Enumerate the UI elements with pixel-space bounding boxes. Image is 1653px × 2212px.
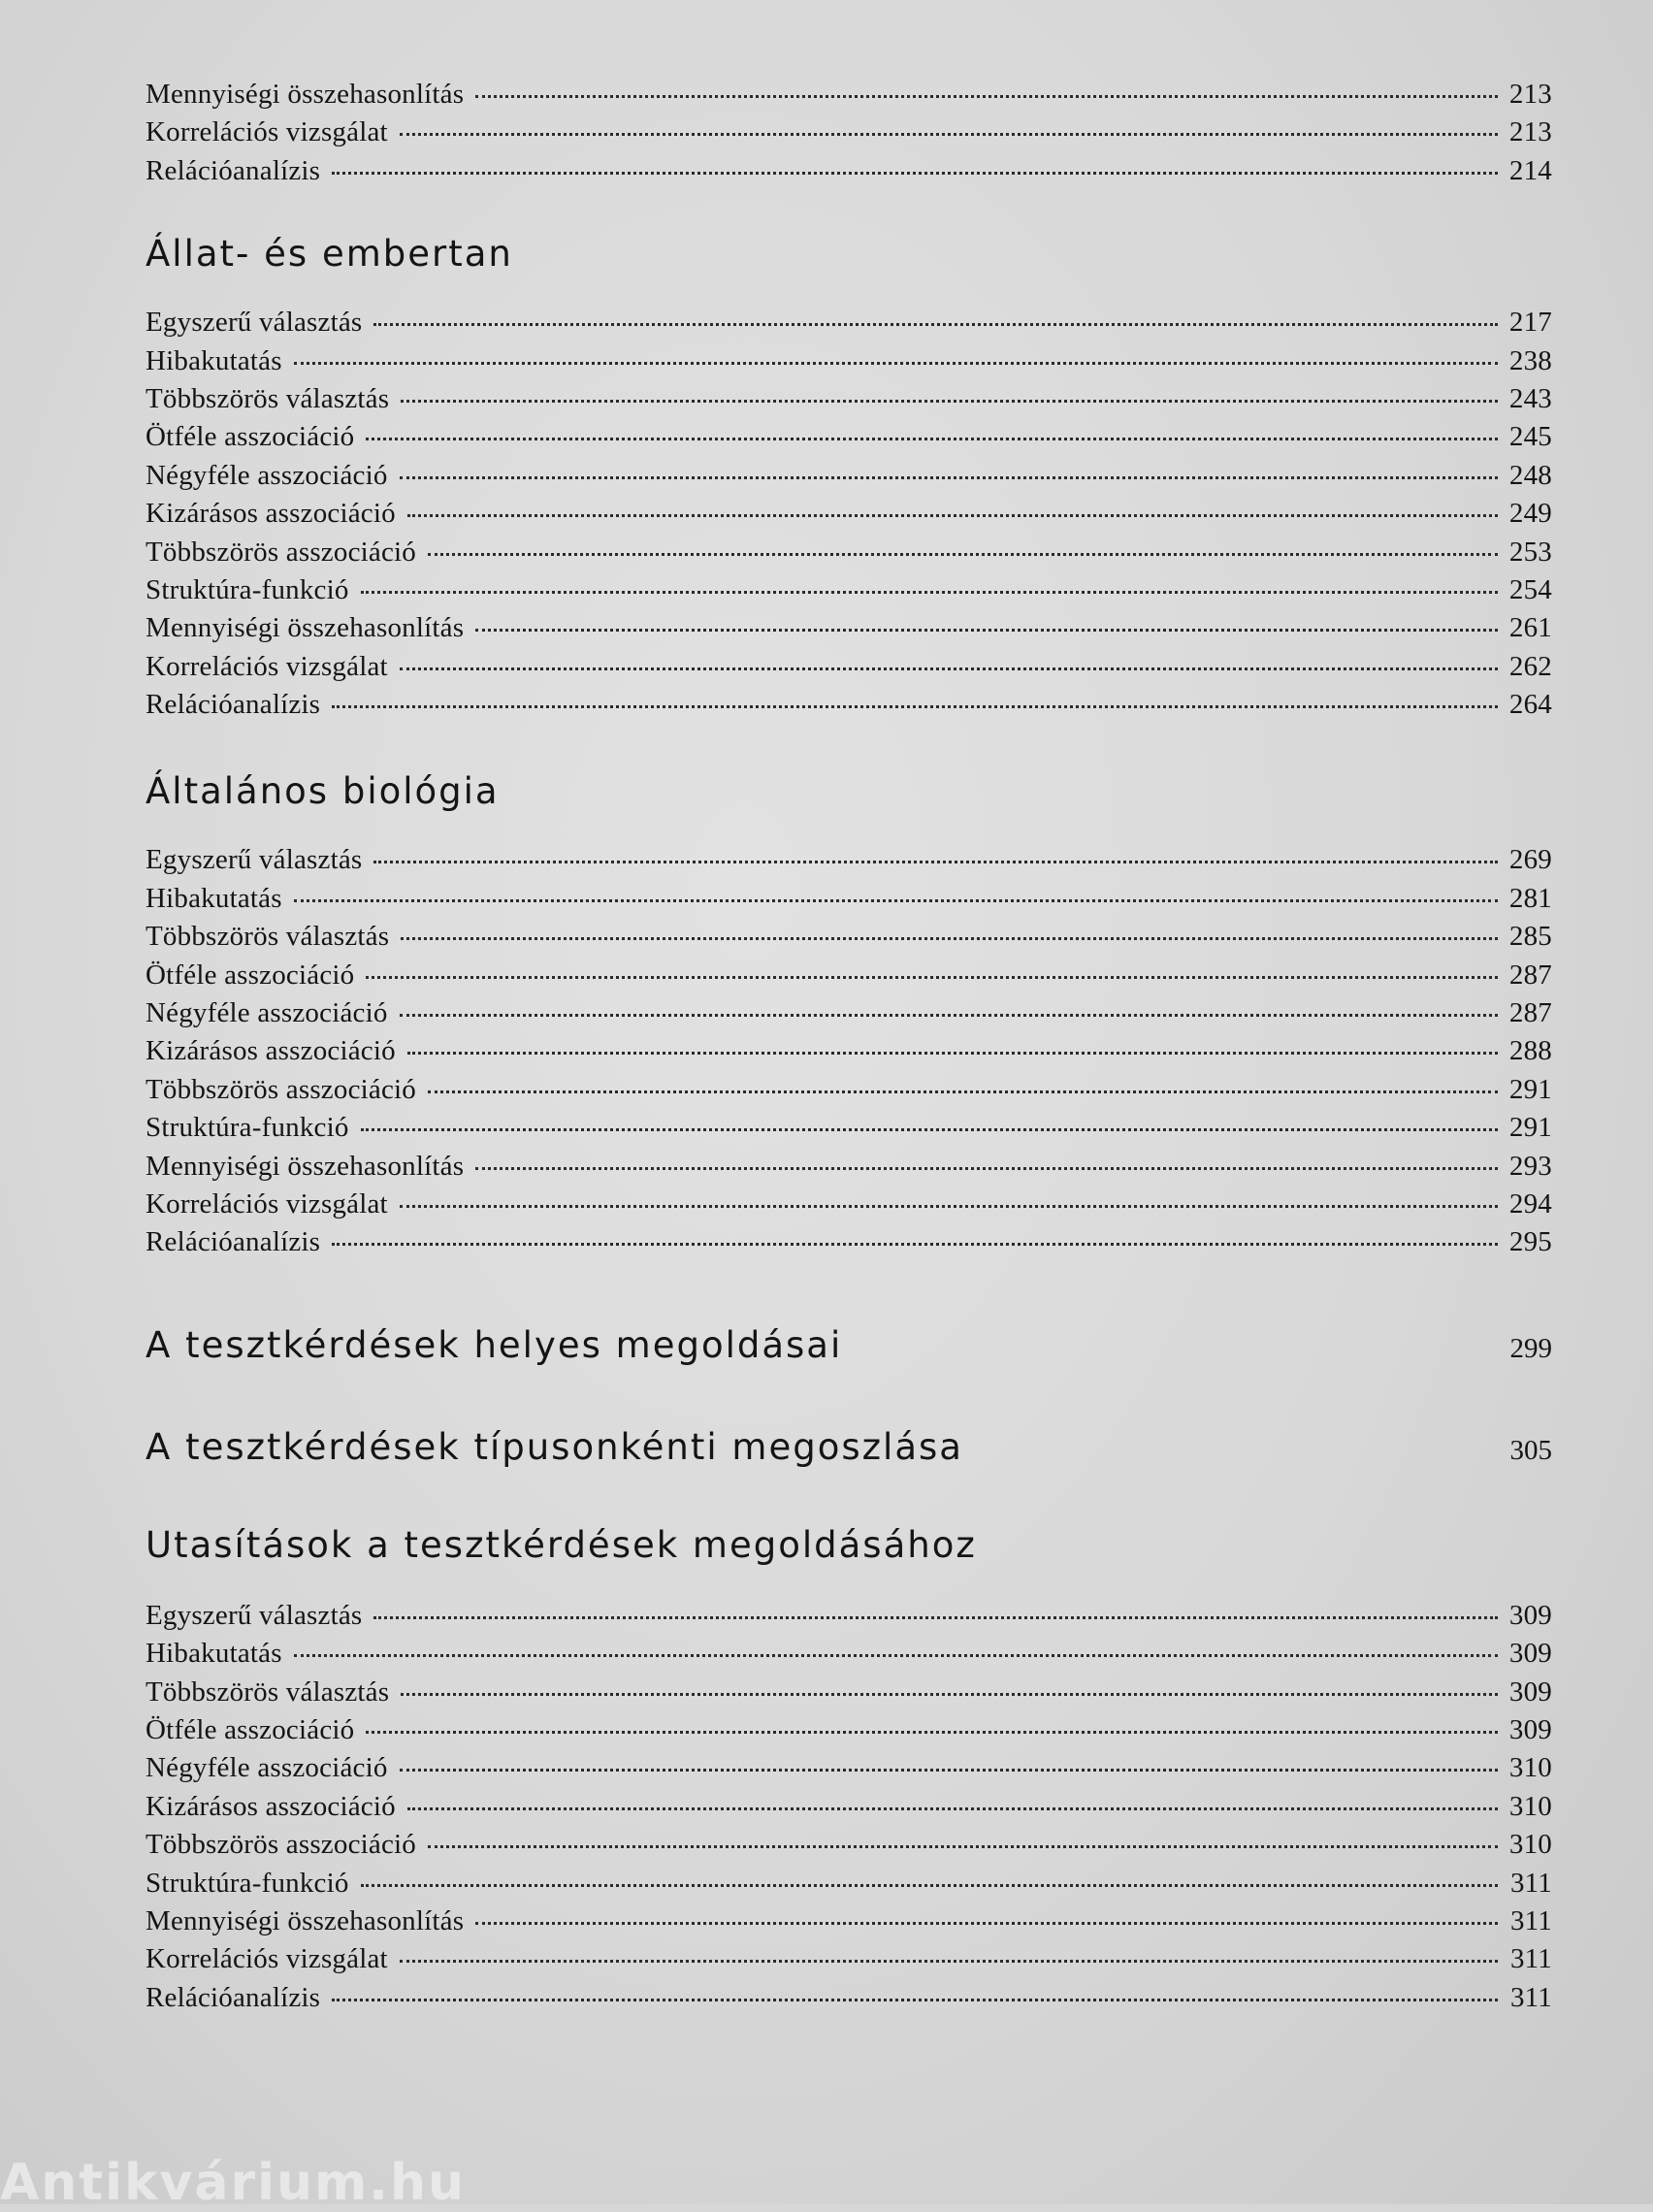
toc-entry-label: Kizárásos asszociáció bbox=[146, 498, 396, 530]
table-of-contents bbox=[146, 76, 1552, 2017]
toc-entry-page: 262 bbox=[1508, 650, 1552, 682]
toc-entry bbox=[146, 304, 1552, 342]
toc-entry-page: 213 bbox=[1508, 116, 1552, 148]
leader-dots bbox=[373, 1616, 1498, 1619]
leader-dots bbox=[407, 1052, 1498, 1055]
toc-entry-label: Relációanalízis bbox=[146, 1226, 321, 1258]
toc-entry-page: 287 bbox=[1508, 959, 1552, 991]
toc-entry bbox=[146, 457, 1552, 495]
leader-dots bbox=[400, 1205, 1498, 1208]
leader-dots bbox=[294, 362, 1498, 365]
toc-entry bbox=[146, 1940, 1552, 1978]
leader-dots bbox=[361, 1884, 1498, 1887]
toc-entry-page: 294 bbox=[1508, 1187, 1552, 1220]
toc-entry-page: 310 bbox=[1508, 1790, 1552, 1822]
leader-dots bbox=[475, 1922, 1498, 1925]
toc-entry bbox=[146, 114, 1552, 151]
leader-dots bbox=[428, 1090, 1498, 1093]
toc-entry-label: Többszörös választás bbox=[146, 1675, 390, 1708]
toc-entry-label: Mennyiségi összehasonlítás bbox=[146, 1904, 465, 1936]
leader-dots bbox=[361, 1128, 1498, 1131]
toc-entry-label: Többszörös asszociáció bbox=[146, 536, 417, 568]
leader-dots bbox=[407, 1807, 1498, 1810]
toc-entry-label: Ötféle asszociáció bbox=[146, 959, 355, 991]
leader-dots bbox=[428, 1845, 1498, 1848]
toc-entry-page: 291 bbox=[1508, 1112, 1552, 1144]
toc-entry-page: 291 bbox=[1508, 1073, 1552, 1105]
leader-dots bbox=[400, 133, 1498, 136]
toc-entry-label: Mennyiségi összehasonlítás bbox=[146, 79, 465, 110]
toc-entry-label: Mennyiségi összehasonlítás bbox=[146, 612, 465, 644]
section-title-megoszlasa: A tesztkérdések típusonkénti megoszlása bbox=[146, 1425, 963, 1468]
toc-entry bbox=[146, 1223, 1552, 1261]
toc-entry-label: Egyszerű választás bbox=[146, 307, 363, 339]
toc-entry bbox=[146, 994, 1552, 1032]
toc-entry-page: 213 bbox=[1508, 79, 1552, 110]
toc-entry-page: 311 bbox=[1509, 1904, 1552, 1936]
toc-entry-label: Mennyiségi összehasonlítás bbox=[146, 1150, 465, 1182]
section-heading-megoszlasa bbox=[146, 1426, 1552, 1468]
toc-entry bbox=[146, 1597, 1552, 1635]
toc-entry bbox=[146, 76, 1552, 114]
leader-dots bbox=[400, 1769, 1498, 1772]
toc-entry bbox=[146, 571, 1552, 609]
toc-entry-page: 293 bbox=[1508, 1150, 1552, 1182]
toc-entry bbox=[146, 534, 1552, 571]
leader-dots bbox=[400, 1960, 1498, 1963]
toc-group-continuation bbox=[146, 76, 1552, 190]
toc-entry-label: Hibakutatás bbox=[146, 344, 282, 376]
toc-entry bbox=[146, 1788, 1552, 1826]
toc-entry bbox=[146, 1032, 1552, 1070]
section-heading-megoldasai bbox=[146, 1324, 1552, 1366]
toc-entry-label: Többszörös választás bbox=[146, 382, 390, 414]
watermark: Antikvárium.hu bbox=[0, 2154, 466, 2212]
toc-entry bbox=[146, 1711, 1552, 1749]
leader-dots bbox=[332, 172, 1498, 175]
toc-entry-label: Négyféle asszociáció bbox=[146, 459, 388, 491]
toc-entry-page: 264 bbox=[1508, 689, 1552, 721]
leader-dots bbox=[332, 705, 1498, 708]
toc-entry-label: Korrelációs vizsgálat bbox=[146, 1943, 388, 1975]
toc-entry-page: 311 bbox=[1509, 1981, 1552, 2013]
toc-entry-page: 217 bbox=[1508, 307, 1552, 339]
toc-entry-page: 249 bbox=[1508, 498, 1552, 530]
toc-entry-label: Többszörös asszociáció bbox=[146, 1073, 417, 1105]
leader-dots bbox=[428, 553, 1498, 556]
toc-entry bbox=[146, 1979, 1552, 2017]
toc-group-utasitasok bbox=[146, 1597, 1552, 2017]
toc-entry-label: Kizárásos asszociáció bbox=[146, 1790, 396, 1822]
toc-entry bbox=[146, 1186, 1552, 1223]
leader-dots bbox=[401, 1693, 1498, 1696]
toc-entry bbox=[146, 380, 1552, 418]
toc-entry bbox=[146, 1674, 1552, 1711]
toc-entry bbox=[146, 880, 1552, 918]
toc-entry-label: Egyszerű választás bbox=[146, 844, 363, 876]
toc-entry bbox=[146, 1148, 1552, 1186]
leader-dots bbox=[366, 438, 1498, 440]
toc-entry-page: 288 bbox=[1508, 1035, 1552, 1067]
toc-entry-label: Struktúra-funkció bbox=[146, 573, 349, 605]
toc-entry bbox=[146, 1109, 1552, 1147]
toc-entry-page: 269 bbox=[1508, 844, 1552, 876]
toc-entry bbox=[146, 152, 1552, 190]
toc-entry-page: 295 bbox=[1508, 1226, 1552, 1258]
toc-entry-label: Egyszerű választás bbox=[146, 1599, 363, 1631]
leader-dots bbox=[401, 400, 1498, 403]
toc-entry-label: Relációanalízis bbox=[146, 154, 321, 186]
toc-entry-label: Korrelációs vizsgálat bbox=[146, 116, 388, 148]
toc-entry-label: Négyféle asszociáció bbox=[146, 997, 388, 1029]
toc-entry-page: 254 bbox=[1508, 573, 1552, 605]
toc-entry-label: Kizárásos asszociáció bbox=[146, 1035, 396, 1067]
toc-entry-label: Négyféle asszociáció bbox=[146, 1752, 388, 1784]
toc-entry bbox=[146, 418, 1552, 456]
leader-dots bbox=[294, 1654, 1498, 1657]
toc-entry-page: 253 bbox=[1508, 536, 1552, 568]
toc-entry-label: Ötféle asszociáció bbox=[146, 1713, 355, 1745]
toc-entry bbox=[146, 1071, 1552, 1109]
toc-entry-page: 309 bbox=[1508, 1713, 1552, 1745]
toc-entry-label: Relációanalízis bbox=[146, 1981, 321, 2013]
toc-entry bbox=[146, 342, 1552, 380]
toc-entry-page: 311 bbox=[1509, 1867, 1552, 1899]
leader-dots bbox=[373, 861, 1498, 863]
toc-entry bbox=[146, 1865, 1552, 1903]
toc-entry-page: 238 bbox=[1508, 344, 1552, 376]
toc-entry-label: Korrelációs vizsgálat bbox=[146, 650, 388, 682]
leader-dots bbox=[407, 514, 1498, 517]
toc-entry bbox=[146, 918, 1552, 956]
leader-dots bbox=[294, 899, 1498, 902]
toc-entry-page: 310 bbox=[1508, 1829, 1552, 1861]
toc-entry-page: 287 bbox=[1508, 997, 1552, 1029]
toc-entry-page: 310 bbox=[1508, 1752, 1552, 1784]
toc-entry bbox=[146, 686, 1552, 724]
toc-entry-page: 214 bbox=[1508, 154, 1552, 186]
toc-group-allat bbox=[146, 304, 1552, 724]
toc-entry-page: 309 bbox=[1508, 1638, 1552, 1670]
leader-dots bbox=[361, 591, 1498, 594]
toc-entry bbox=[146, 1826, 1552, 1864]
toc-entry-page: 285 bbox=[1508, 921, 1552, 953]
section-title-altalanos: Általános biológia bbox=[146, 770, 500, 813]
section-title-allat: Állat- és embertan bbox=[146, 233, 513, 276]
leader-dots bbox=[400, 476, 1498, 479]
toc-entry bbox=[146, 1903, 1552, 1940]
leader-dots bbox=[366, 976, 1498, 979]
toc-entry-label: Korrelációs vizsgálat bbox=[146, 1187, 388, 1220]
toc-group-altalanos bbox=[146, 841, 1552, 1261]
leader-dots bbox=[475, 1167, 1498, 1170]
leader-dots bbox=[373, 323, 1498, 326]
toc-entry-page: 281 bbox=[1508, 882, 1552, 914]
toc-entry bbox=[146, 609, 1552, 647]
toc-entry bbox=[146, 648, 1552, 686]
toc-entry-label: Struktúra-funkció bbox=[146, 1112, 349, 1144]
toc-entry bbox=[146, 841, 1552, 879]
toc-entry-label: Hibakutatás bbox=[146, 1638, 282, 1670]
leader-dots bbox=[366, 1731, 1498, 1734]
leader-dots bbox=[332, 1999, 1498, 2001]
toc-entry-label: Hibakutatás bbox=[146, 882, 282, 914]
toc-entry-page: 309 bbox=[1508, 1675, 1552, 1708]
toc-entry-label: Struktúra-funkció bbox=[146, 1867, 349, 1899]
section-title-utasitasok: Utasítások a tesztkérdések megoldásához bbox=[146, 1523, 977, 1566]
leader-dots bbox=[475, 95, 1498, 98]
toc-entry-page: 248 bbox=[1508, 459, 1552, 491]
toc-entry-label: Többszörös választás bbox=[146, 921, 390, 953]
toc-entry bbox=[146, 1635, 1552, 1673]
toc-entry-page: 309 bbox=[1508, 1599, 1552, 1631]
leader-dots bbox=[332, 1243, 1498, 1246]
toc-entry-label: Ötféle asszociáció bbox=[146, 421, 355, 453]
toc-entry bbox=[146, 1749, 1552, 1787]
section-page-megoszlasa: 305 bbox=[1509, 1434, 1552, 1466]
toc-entry-label: Relációanalízis bbox=[146, 689, 321, 721]
section-page-megoldasai: 299 bbox=[1509, 1332, 1552, 1364]
toc-entry-page: 311 bbox=[1509, 1943, 1552, 1975]
toc-entry bbox=[146, 495, 1552, 533]
toc-entry-page: 261 bbox=[1508, 612, 1552, 644]
toc-entry bbox=[146, 957, 1552, 994]
leader-dots bbox=[400, 667, 1498, 670]
leader-dots bbox=[400, 1014, 1498, 1017]
toc-entry-page: 245 bbox=[1508, 421, 1552, 453]
toc-entry-page: 243 bbox=[1508, 382, 1552, 414]
toc-entry-label: Többszörös asszociáció bbox=[146, 1829, 417, 1861]
leader-dots bbox=[475, 629, 1498, 632]
section-title-megoldasai: A tesztkérdések helyes megoldásai bbox=[146, 1323, 843, 1366]
leader-dots bbox=[401, 937, 1498, 940]
